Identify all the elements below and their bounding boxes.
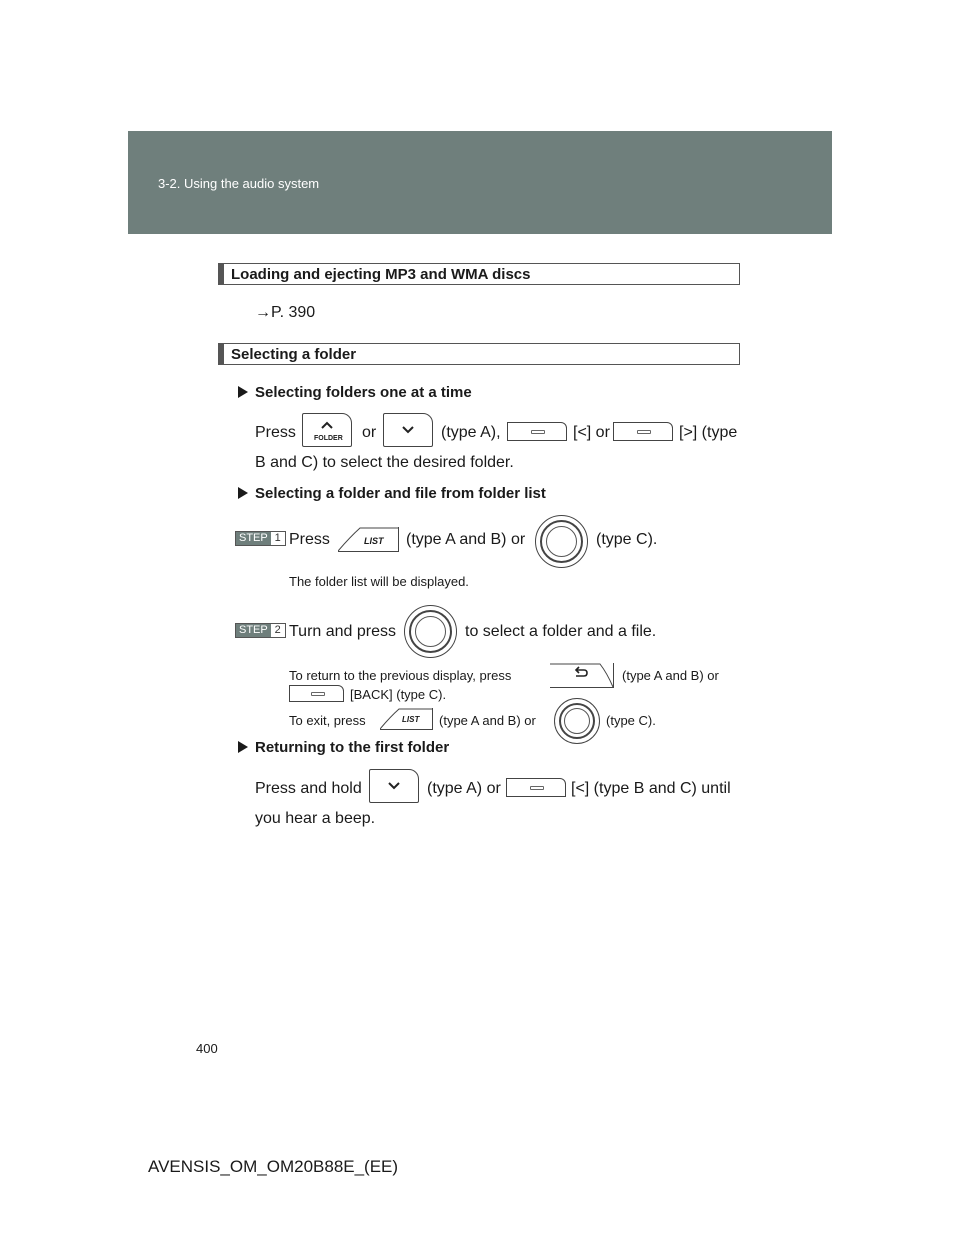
bullet-triangle-icon: [238, 741, 248, 753]
page-header: [128, 131, 832, 234]
preset-button-icon: [507, 422, 567, 441]
bullet-triangle-icon: [238, 386, 248, 398]
tune-select-knob-icon: [404, 605, 457, 658]
bullet-heading: Selecting a folder and file from folder list: [238, 485, 546, 502]
note-text: The folder list will be displayed.: [289, 574, 469, 589]
document-code: AVENSIS_OM_OM20B88E_(EE): [148, 1157, 399, 1176]
bullet-heading: Selecting folders one at a time: [238, 384, 472, 401]
tune-select-knob-icon: [554, 698, 600, 744]
step-badge: STEP 2: [235, 623, 286, 638]
folder-up-button-icon: FOLDER: [302, 413, 352, 447]
folder-down-button-icon: [369, 769, 419, 803]
breadcrumb: 3-2. Using the audio system: [158, 176, 320, 191]
section-title: Loading and ejecting MP3 and WMA discs: [231, 266, 531, 283]
section-title: Selecting a folder: [231, 346, 357, 363]
instruction-text: Press: [255, 424, 296, 441]
bullet-heading: Returning to the first folder: [238, 739, 449, 756]
preset-button-icon: [506, 778, 566, 797]
page-reference: →P. 390: [255, 304, 316, 321]
page-number: 400: [196, 1041, 218, 1056]
preset-button-icon: [613, 422, 673, 441]
list-button-icon: LIST: [380, 708, 433, 730]
tune-select-knob-icon: [535, 515, 588, 568]
back-button-icon: [550, 663, 614, 688]
list-button-icon: LIST: [338, 527, 399, 552]
step-badge: STEP 1: [235, 531, 286, 546]
section-heading-loading: [218, 263, 740, 285]
preset-button-icon: [289, 685, 344, 702]
bullet-triangle-icon: [238, 487, 248, 499]
section-heading-selecting-folder: [218, 343, 740, 365]
folder-down-button-icon: [383, 413, 433, 447]
